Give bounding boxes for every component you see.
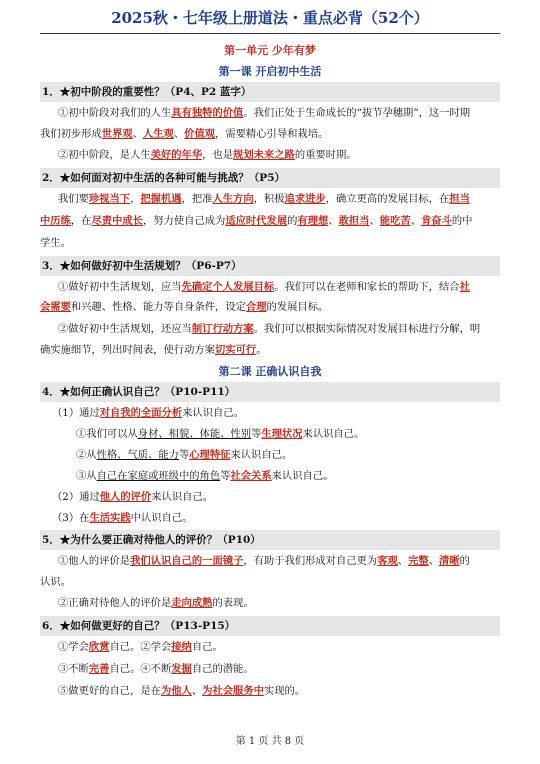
text-segment: 的发展目标。 bbox=[266, 301, 329, 313]
key-phrase: 敢担当 bbox=[338, 215, 370, 227]
text-segment: 确实施细节，列出时间表，使行动方案 bbox=[40, 344, 216, 356]
text-segment: 的重要时期。 bbox=[294, 149, 357, 161]
key-phrase: 走向成熟 bbox=[171, 597, 213, 609]
key-phrase: 尽责中成长 bbox=[91, 215, 143, 227]
text-segment: ①初中阶段对我们的人生 bbox=[58, 107, 172, 119]
key-phrase: 具有独特的价值 bbox=[171, 107, 244, 119]
lesson-heading-1: 第一课 开启初中生活 bbox=[218, 65, 322, 78]
q5-line-3 bbox=[58, 596, 254, 610]
key-phrase: 肯奋斗 bbox=[420, 215, 452, 227]
q4-line-3 bbox=[76, 448, 292, 462]
text-segment: ①学会 bbox=[58, 641, 89, 653]
key-phrase: 完善 bbox=[88, 663, 110, 675]
q3-line-2 bbox=[40, 300, 328, 314]
key-phrase: 追求进步 bbox=[284, 193, 326, 205]
key-phrase: 珍视当下 bbox=[88, 193, 131, 205]
text-segment: 、 bbox=[410, 215, 421, 227]
key-phrase: 先确定个人发展目标 bbox=[181, 281, 275, 293]
text-segment: 、 bbox=[132, 128, 143, 140]
question-1-title: 1．★初中阶段的重要性？（P4、P2 蓝字） bbox=[40, 82, 500, 102]
text-segment: 等 bbox=[220, 470, 231, 482]
key-phrase: 制订行动方案 bbox=[191, 323, 254, 335]
text-segment: 、 bbox=[328, 215, 339, 227]
text-segment: 自己的潜能。 bbox=[191, 663, 254, 675]
text-segment: 学生。 bbox=[40, 237, 71, 249]
text-segment: ②初中阶段，是人生 bbox=[58, 149, 151, 161]
text-segment: ②从 bbox=[76, 449, 97, 461]
question-6-title: 6．★如何做更好的自己？（P13-P15） bbox=[40, 616, 500, 636]
question-5-title: 5．★为什么要正确对待他人的评价？（P10） bbox=[40, 530, 500, 550]
question-4-title: 4．★如何正确认识自己？（P10-P11） bbox=[40, 382, 500, 402]
text-segment: 来认识自己。 bbox=[302, 428, 365, 440]
text-segment: 来认识自己。 bbox=[271, 470, 334, 482]
text-segment: 来认识自己。 bbox=[230, 449, 293, 461]
text-segment: ①做好初中生活规划，应当 bbox=[58, 281, 182, 293]
q4-line-2 bbox=[76, 427, 364, 441]
text-segment: ①我们可以从 bbox=[76, 428, 138, 440]
text-segment: 我们初步形成 bbox=[40, 128, 102, 140]
key-phrase: 切实可行 bbox=[215, 344, 257, 356]
q2-line-2 bbox=[40, 214, 472, 228]
q6-line-3 bbox=[58, 684, 305, 698]
document-title: 2025秋・七年级上册道法・重点必背（52个） bbox=[111, 9, 429, 27]
q3-line-3 bbox=[58, 322, 480, 336]
text-segment: 等 bbox=[251, 428, 262, 440]
text-segment: ⑤做更好的自己，是在 bbox=[58, 685, 161, 697]
text-segment: ，需要精心引导和栽培。 bbox=[215, 128, 329, 140]
q1-line-1 bbox=[58, 106, 470, 120]
text-segment: （2）通过 bbox=[52, 491, 100, 503]
key-phrase: 规划未来之路 bbox=[233, 149, 295, 161]
question-3-title: 3．★如何做好初中生活规划？（P6-P7） bbox=[40, 256, 500, 276]
text-segment: 的 bbox=[287, 215, 298, 227]
q2-line-1 bbox=[58, 192, 470, 206]
text-segment: 的表现。 bbox=[212, 597, 254, 609]
q3-line-4 bbox=[40, 343, 267, 357]
text-segment: 。我们正处于生命成长的“拔节孕穗期”，这一时期 bbox=[243, 107, 471, 119]
key-phrase: 客观 bbox=[377, 555, 398, 567]
text-segment: 实现的。 bbox=[263, 685, 306, 697]
key-phrase: 我们认识自己的一面镜子 bbox=[130, 555, 244, 567]
key-phrase: 会需要 bbox=[40, 301, 71, 313]
underlined-phrase: 性格、气质、能力 bbox=[96, 449, 179, 461]
page-footer: 第 1 页 共 8 页 bbox=[235, 736, 305, 747]
text-segment: （1）通过 bbox=[52, 407, 100, 419]
text-segment: 。我们可以根据实际情况对发展目标进行分解，明 bbox=[253, 323, 481, 335]
text-segment: ，努力使自己成为 bbox=[142, 215, 226, 227]
text-segment: ，也是 bbox=[202, 149, 234, 161]
key-phrase: 社会关系 bbox=[230, 470, 272, 482]
key-phrase: 美好的年华 bbox=[150, 149, 203, 161]
text-segment: 来认识自己。 bbox=[151, 491, 214, 503]
q5-line-2 bbox=[40, 575, 71, 589]
text-segment: 、 bbox=[428, 555, 439, 567]
text-segment: ，把准 bbox=[181, 193, 213, 205]
key-phrase: 为他人 bbox=[160, 685, 192, 697]
text-segment: ，确立更高的发展目标，在 bbox=[325, 193, 450, 205]
q1-line-3 bbox=[58, 148, 357, 162]
text-segment: 。 bbox=[256, 344, 267, 356]
underlined-phrase: 自己在家庭或班级中的角色 bbox=[96, 470, 221, 482]
key-phrase: 心理特征 bbox=[189, 449, 231, 461]
key-phrase: 人生观 bbox=[142, 128, 174, 140]
key-phrase: 欣赏 bbox=[88, 641, 110, 653]
key-phrase: 能吃苦 bbox=[379, 215, 411, 227]
key-phrase: 适应时代发展 bbox=[225, 215, 288, 227]
text-segment: 、 bbox=[191, 685, 203, 697]
q4-line-6 bbox=[52, 511, 192, 525]
title-divider bbox=[40, 33, 500, 34]
key-phrase: 生理状况 bbox=[261, 428, 303, 440]
text-segment: 和兴趣、性格、能力等自身条件，设定 bbox=[70, 301, 246, 313]
key-phrase: 有理想 bbox=[297, 215, 329, 227]
key-phrase: 合理 bbox=[245, 301, 267, 313]
key-phrase: 生活实践 bbox=[89, 512, 131, 524]
q3-line-1 bbox=[58, 280, 470, 294]
key-phrase: 他人的评价 bbox=[99, 491, 152, 503]
q5-line-1 bbox=[58, 554, 470, 568]
text-segment: ，积极 bbox=[253, 193, 285, 205]
text-segment: ②正确对待他人的评价是 bbox=[58, 597, 172, 609]
key-phrase: 社 bbox=[459, 281, 470, 293]
text-segment: ③不断 bbox=[58, 663, 89, 675]
text-segment: ③从 bbox=[76, 470, 97, 482]
question-2-title: 2．★如何面对初中生活的各种可能与挑战？（P5） bbox=[40, 168, 500, 188]
text-segment: 。我们可以在老师和家长的帮助下，结合 bbox=[274, 281, 460, 293]
key-phrase: 中历练 bbox=[40, 215, 71, 227]
text-segment: ①他人的评价是 bbox=[58, 555, 131, 567]
text-segment: 自己。 bbox=[191, 641, 223, 653]
text-segment: 、 bbox=[369, 215, 380, 227]
text-segment: ，在 bbox=[70, 215, 92, 227]
key-phrase: 清晰 bbox=[438, 555, 460, 567]
key-phrase: 发掘 bbox=[171, 663, 192, 675]
q4-line-4 bbox=[76, 469, 333, 483]
text-segment: 来认识自己。 bbox=[182, 407, 244, 419]
text-segment: 认识。 bbox=[40, 576, 71, 588]
key-phrase: 人生方向 bbox=[212, 193, 254, 205]
q4-line-1 bbox=[52, 406, 244, 420]
underlined-phrase: 身材、相貌、体能、性别 bbox=[137, 428, 252, 440]
key-phrase: 担当 bbox=[449, 193, 470, 205]
text-segment: 的 bbox=[459, 555, 470, 567]
key-phrase: 完整 bbox=[408, 555, 429, 567]
key-phrase: 价值观 bbox=[184, 128, 216, 140]
key-phrase: 把握机遇 bbox=[140, 193, 182, 205]
text-segment: （3）在 bbox=[52, 512, 90, 524]
q1-line-2 bbox=[40, 127, 328, 141]
text-segment: 我们要 bbox=[58, 193, 89, 205]
unit-heading: 第一单元 少年有梦 bbox=[224, 44, 316, 57]
text-segment: ②做好初中生活规划，还应当 bbox=[58, 323, 192, 335]
text-segment: ，有助于我们形成对自己更为 bbox=[243, 555, 378, 567]
key-phrase: 接纳 bbox=[171, 641, 192, 653]
q4-line-5 bbox=[52, 490, 213, 504]
key-phrase: 为社会服务中 bbox=[202, 685, 264, 697]
text-segment: 中认识自己。 bbox=[130, 512, 193, 524]
q2-line-3 bbox=[40, 236, 71, 250]
key-phrase: 对自我的全面分析 bbox=[99, 407, 183, 419]
key-phrase: 世界观 bbox=[101, 128, 133, 140]
text-segment: 的中 bbox=[451, 215, 473, 227]
text-segment: 等 bbox=[178, 449, 190, 461]
text-segment: 、 bbox=[173, 128, 185, 140]
q6-line-2 bbox=[58, 662, 254, 676]
text-segment: 自己。②学会 bbox=[109, 641, 172, 653]
text-segment: 、 bbox=[397, 555, 409, 567]
lesson-heading-2: 第二课 正确认识自我 bbox=[218, 365, 322, 378]
text-segment: 自己。④不断 bbox=[109, 663, 172, 675]
text-segment: ， bbox=[130, 193, 141, 205]
q6-line-1 bbox=[58, 640, 223, 654]
